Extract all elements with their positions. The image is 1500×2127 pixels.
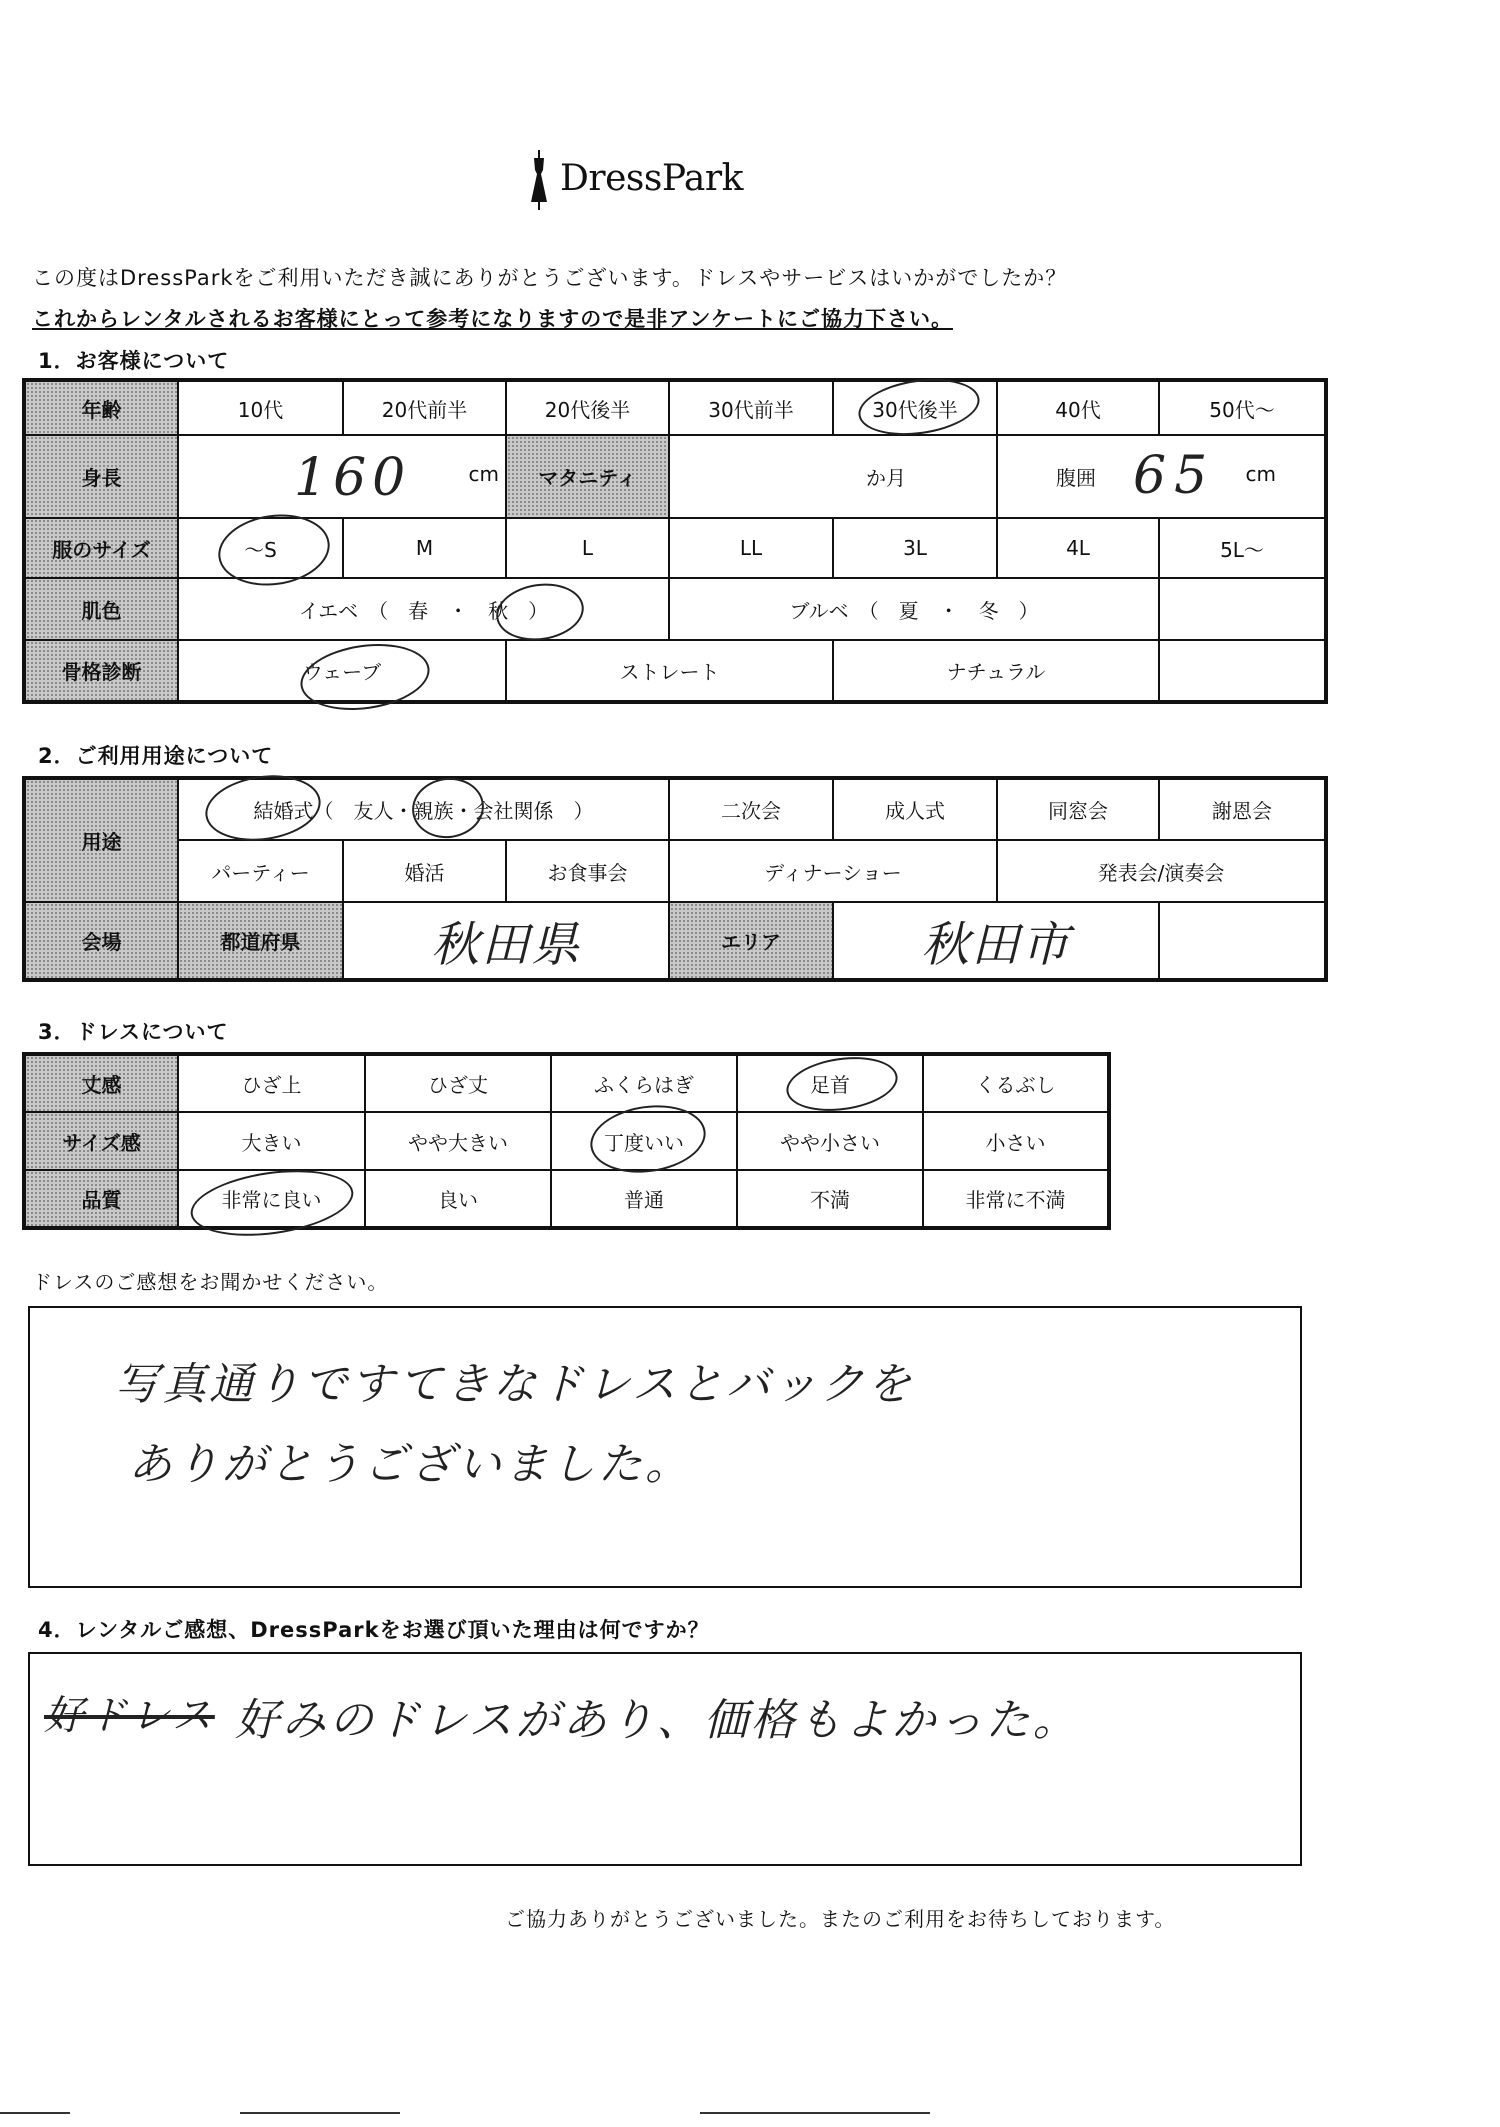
maternity-unit: か月: [866, 466, 906, 490]
frame-label: 骨格診断: [24, 640, 178, 702]
intro-line-2: これからレンタルされるお客様にとって参考になりますので是非アンケートにご協力下さい。: [32, 307, 953, 331]
purpose-label: 用途: [24, 778, 178, 902]
length-ankle[interactable]: 足首: [737, 1054, 923, 1112]
dress-comment-box[interactable]: [28, 1306, 1302, 1588]
maternity-field[interactable]: [669, 435, 997, 518]
section-1-title: 1．お客様について: [38, 349, 230, 373]
size-label: 服のサイズ: [24, 518, 178, 578]
footer-thanks: ご協力ありがとうございました。またのご利用をお待ちしております。: [505, 1907, 1176, 1931]
reason-box[interactable]: [28, 1652, 1302, 1866]
size-5l[interactable]: 5L～: [1159, 518, 1326, 578]
height-label: 身長: [24, 435, 178, 518]
size-ll[interactable]: LL: [669, 518, 833, 578]
dress-comment-prompt: ドレスのご感想をお聞かせください。: [32, 1270, 389, 1294]
frame-straight[interactable]: ストレート: [506, 640, 833, 702]
waist-unit: cm: [1245, 462, 1276, 486]
purpose-konkatsu[interactable]: 婚活: [343, 840, 506, 902]
skin-yellow-base[interactable]: イエベ （ 春 ・ 秋 ）: [178, 578, 669, 640]
empty-cell: [1159, 640, 1326, 702]
waist-field[interactable]: [997, 435, 1326, 518]
length-knee[interactable]: ひざ丈: [365, 1054, 551, 1112]
purpose-party[interactable]: パーティー: [178, 840, 343, 902]
age-50s[interactable]: 50代～: [1159, 380, 1326, 435]
purpose-dinner-show[interactable]: ディナーショー: [669, 840, 997, 902]
brand-name: DressPark: [560, 158, 743, 199]
empty-cell: [1159, 902, 1326, 980]
quality-label: 品質: [24, 1170, 178, 1228]
age-early-20s[interactable]: 20代前半: [343, 380, 506, 435]
section-3-title: 3．ドレスについて: [38, 1020, 229, 1044]
area-value: 秋田市: [920, 917, 1071, 973]
height-value: 160: [294, 448, 412, 508]
dress-icon: [524, 150, 554, 210]
waist-label: 腹囲: [1056, 466, 1096, 490]
fit-just-right[interactable]: 丁度いい: [551, 1112, 737, 1170]
empty-cell: [1159, 578, 1326, 640]
purpose-dinner[interactable]: お食事会: [506, 840, 669, 902]
purpose-recital[interactable]: 発表会/演奏会: [997, 840, 1326, 902]
quality-average[interactable]: 普通: [551, 1170, 737, 1228]
frame-wave[interactable]: ウェーブ: [178, 640, 506, 702]
fit-slightly-small[interactable]: やや小さい: [737, 1112, 923, 1170]
purpose-wedding[interactable]: 結婚式（ 友人・親族・会社関係 ）: [178, 778, 669, 840]
prefecture-field[interactable]: [343, 902, 669, 980]
section-2-title: 2．ご利用用途について: [38, 744, 274, 768]
quality-very-poor[interactable]: 非常に不満: [923, 1170, 1109, 1228]
age-label: 年齢: [24, 380, 178, 435]
prefecture-label: 都道府県: [178, 902, 343, 980]
waist-value: 65: [1133, 446, 1216, 506]
area-label: エリア: [669, 902, 833, 980]
fit-slightly-large[interactable]: やや大きい: [365, 1112, 551, 1170]
skin-blue-base[interactable]: ブルベ （ 夏 ・ 冬 ）: [669, 578, 1159, 640]
fit-label: サイズ感: [24, 1112, 178, 1170]
maternity-label: マタニティ: [506, 435, 669, 518]
purpose-coming-of-age[interactable]: 成人式: [833, 778, 997, 840]
length-calf[interactable]: ふくらはぎ: [551, 1054, 737, 1112]
size-l[interactable]: L: [506, 518, 669, 578]
area-field[interactable]: [833, 902, 1159, 980]
venue-label: 会場: [24, 902, 178, 980]
scan-artifact: [240, 2112, 400, 2114]
dress-table: [22, 1052, 1111, 1230]
age-40s[interactable]: 40代: [997, 380, 1159, 435]
customer-table: [22, 378, 1328, 704]
length-label: 丈感: [24, 1054, 178, 1112]
size-s[interactable]: ～S: [178, 518, 343, 578]
height-unit: cm: [468, 462, 499, 486]
struck-text: 好ドレス: [44, 1693, 215, 1739]
length-ankle-bone[interactable]: くるぶし: [923, 1054, 1109, 1112]
age-10s[interactable]: 10代: [178, 380, 343, 435]
section-4-title: 4．レンタルご感想、DressParkをお選び頂いた理由は何ですか？: [38, 1618, 710, 1642]
dress-comment-line-2: ありがとうございました。: [128, 1439, 692, 1490]
scan-artifact: [700, 2112, 930, 2114]
quality-poor[interactable]: 不満: [737, 1170, 923, 1228]
purpose-thanks-party[interactable]: 謝恩会: [1159, 778, 1326, 840]
height-field[interactable]: [178, 435, 506, 518]
age-late-20s[interactable]: 20代後半: [506, 380, 669, 435]
fit-small[interactable]: 小さい: [923, 1112, 1109, 1170]
scan-artifact: [0, 2112, 70, 2114]
length-above-knee[interactable]: ひざ上: [178, 1054, 365, 1112]
age-late-30s[interactable]: 30代後半: [833, 380, 997, 435]
size-3l[interactable]: 3L: [833, 518, 997, 578]
dresspark-logo: [560, 158, 743, 199]
frame-natural[interactable]: ナチュラル: [833, 640, 1159, 702]
fit-large[interactable]: 大きい: [178, 1112, 365, 1170]
dress-comment-line-1: 写真通りですてきなドレスとバックを: [115, 1359, 914, 1410]
intro-line-1: この度はDressParkをご利用いただき誠にありがとうございます。ドレスやサービスはいかがでしたか？: [32, 266, 1068, 290]
quality-very-good[interactable]: 非常に良い: [178, 1170, 365, 1228]
size-m[interactable]: M: [343, 518, 506, 578]
purpose-reunion[interactable]: 同窓会: [997, 778, 1159, 840]
purpose-afterparty[interactable]: 二次会: [669, 778, 833, 840]
age-early-30s[interactable]: 30代前半: [669, 380, 833, 435]
prefecture-value: 秋田県: [430, 917, 581, 973]
skin-label: 肌色: [24, 578, 178, 640]
reason-answer: 好みのドレスがあり、価格もよかった。: [235, 1695, 1080, 1746]
size-4l[interactable]: 4L: [997, 518, 1159, 578]
quality-good[interactable]: 良い: [365, 1170, 551, 1228]
